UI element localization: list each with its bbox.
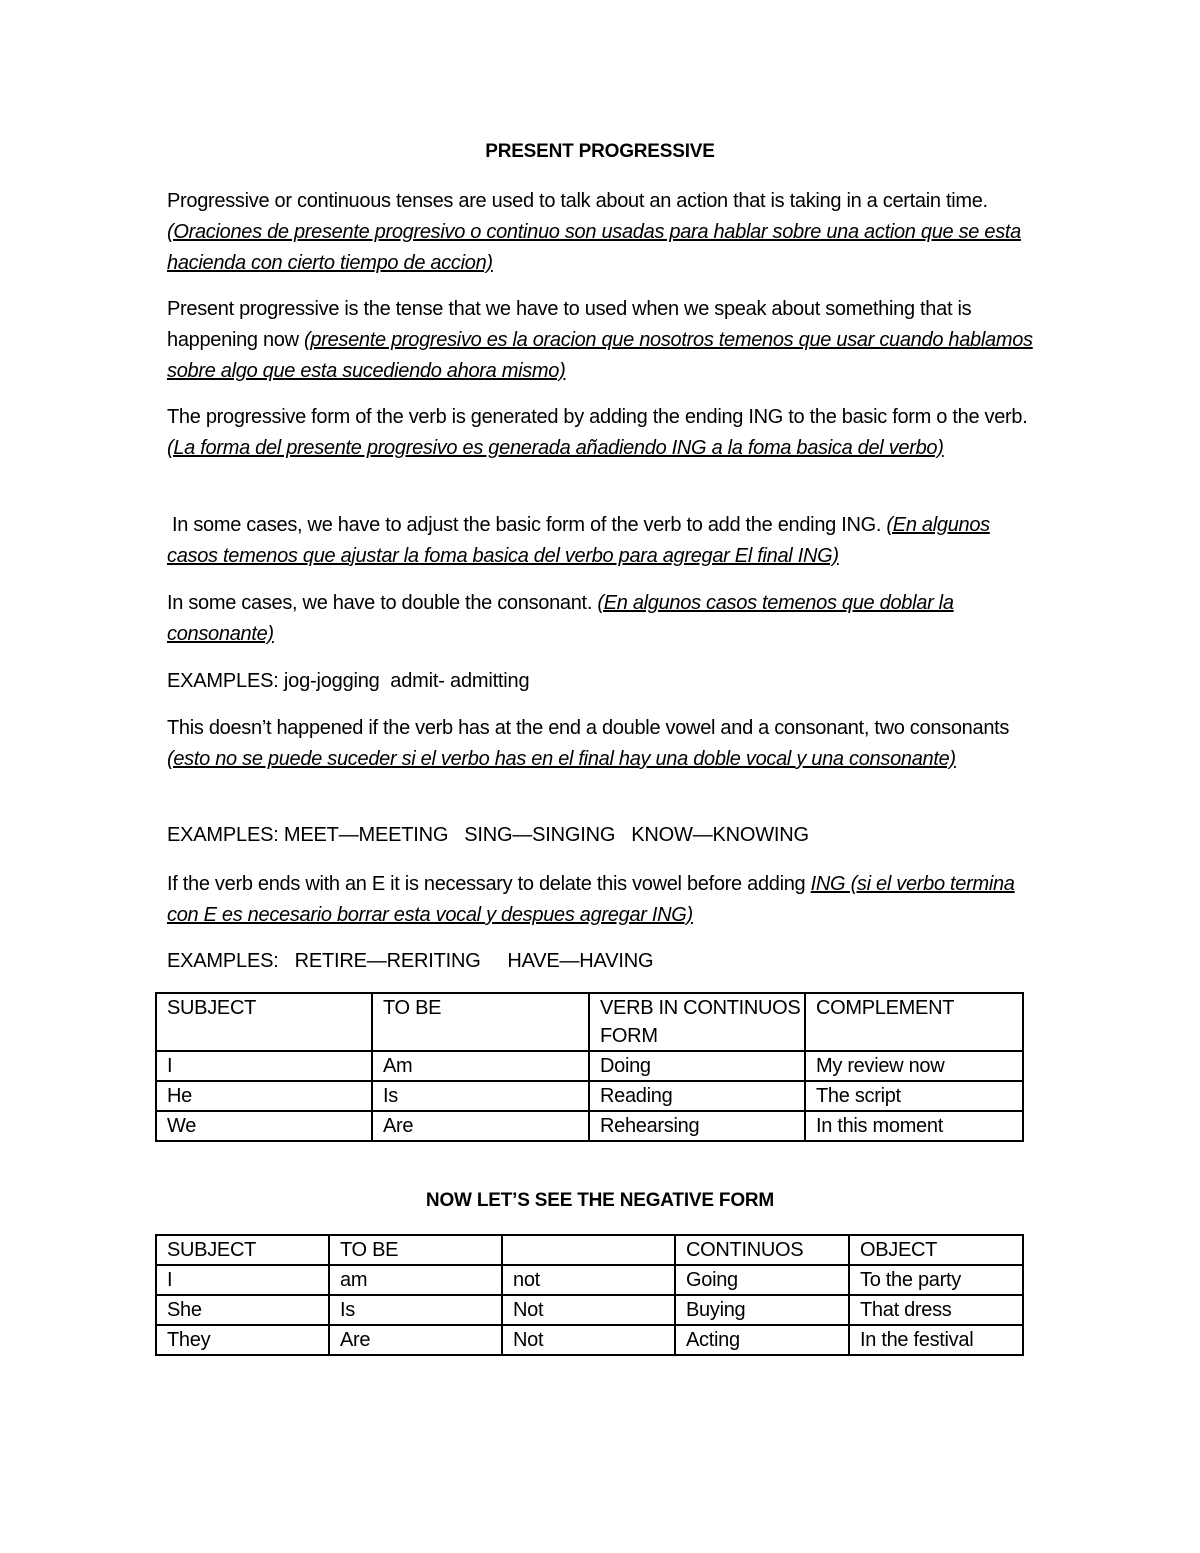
paragraph-definition (167, 186, 1037, 279)
table-cell: That dress (849, 1295, 1023, 1325)
paragraph-drop-e (167, 869, 1037, 931)
table-cell: Is (329, 1295, 502, 1325)
negative-form-heading: NOW LET’S SEE THE NEGATIVE FORM (425, 1190, 775, 1211)
paragraph-spanish-translation: (En algunos casos temenos que doblar la consonante) (167, 592, 954, 645)
paragraph-exception (167, 713, 1037, 775)
table-cell: Acting (675, 1325, 849, 1355)
page-title: PRESENT PROGRESSIVE (485, 141, 715, 162)
table-cell: To the party (849, 1265, 1023, 1295)
paragraph-spanish-translation: (Oraciones de presente progresivo o continuo son usadas para hablar sobre una action que se esta hacienda con cierto tiempo de accion) (167, 221, 1021, 274)
table-cell: Doing (589, 1051, 805, 1081)
table-header-row (156, 1235, 1023, 1265)
paragraph-english-text: In some cases, we have to double the consonant. (167, 592, 593, 614)
table-row (156, 1325, 1023, 1355)
paragraph-english-text: The progressive form of the verb is generated by adding the ending ING to the basic form o the verb. (167, 406, 1028, 428)
paragraph-ing-form (167, 402, 1037, 464)
table-row (156, 1081, 1023, 1111)
table-cell: They (156, 1325, 329, 1355)
paragraph-usage (167, 294, 1037, 387)
table-cell: In this moment (805, 1111, 1023, 1141)
paragraph-english-text: If the verb ends with an E it is necessary to delate this vowel before adding (167, 873, 806, 895)
table-cell: Not (502, 1325, 675, 1355)
affirmative-table (155, 992, 1024, 1142)
table-cell: We (156, 1111, 372, 1141)
table-cell: Reading (589, 1081, 805, 1111)
table-cell: not (502, 1265, 675, 1295)
table-header-cell: OBJECT (849, 1235, 1023, 1265)
table-header-cell: CONTINUOS (675, 1235, 849, 1265)
table-cell: The script (805, 1081, 1023, 1111)
paragraph-double-consonant (167, 588, 1037, 650)
examples-drop-e: EXAMPLES: RETIRE—RERITING HAVE—HAVING (167, 950, 654, 972)
table-row (156, 1295, 1023, 1325)
paragraph-spanish-translation: (presente progresivo es la oracion que nosotros temenos que usar cuando hablamos sobre algo que esta sucediendo ahora mismo) (167, 329, 1033, 382)
table-cell: Not (502, 1295, 675, 1325)
table-header-cell: SUBJECT (156, 1235, 329, 1265)
paragraph-adjust-form (167, 510, 1037, 572)
table-row (156, 1265, 1023, 1295)
table-header-cell: TO BE (372, 993, 589, 1051)
paragraph-spanish-translation: ING (si el verbo termina con E es necesario borrar esta vocal y despues agregar ING) (167, 873, 1015, 926)
table-cell: In the festival (849, 1325, 1023, 1355)
table-cell: Are (329, 1325, 502, 1355)
table-cell: Is (372, 1081, 589, 1111)
table-row (156, 1111, 1023, 1141)
paragraph-english-text: This doesn’t happened if the verb has at the end a double vowel and a consonant, two consonants (167, 717, 1010, 739)
table-cell: Buying (675, 1295, 849, 1325)
table-header-cell: SUBJECT (156, 993, 372, 1051)
table-cell: I (156, 1051, 372, 1081)
paragraph-spanish-translation: (En algunos casos temenos que ajustar la foma basica del verbo para agregar El final ING) (167, 514, 990, 567)
table-cell: am (329, 1265, 502, 1295)
table-cell: She (156, 1295, 329, 1325)
table-header-cell: COMPLEMENT (805, 993, 1023, 1051)
examples-exception: EXAMPLES: MEET—MEETING SING—SINGING KNOW—KNOWING (167, 824, 809, 846)
table-cell: My review now (805, 1051, 1023, 1081)
table-cell: Are (372, 1111, 589, 1141)
table-cell: I (156, 1265, 329, 1295)
table-cell: Rehearsing (589, 1111, 805, 1141)
examples-double-consonant: EXAMPLES: jog-jogging admit- admitting (167, 670, 530, 692)
table-cell: Am (372, 1051, 589, 1081)
table-header-row (156, 993, 1023, 1051)
table-header-cell: TO BE (329, 1235, 502, 1265)
paragraph-english-text: Progressive or continuous tenses are used to talk about an action that is taking in a certain time. (167, 190, 988, 212)
negative-table (155, 1234, 1024, 1356)
table-row (156, 1051, 1023, 1081)
table-cell: Going (675, 1265, 849, 1295)
table-cell: He (156, 1081, 372, 1111)
table-header-cell: VERB IN CONTINUOS FORM (589, 993, 805, 1051)
paragraph-spanish-translation: (La forma del presente progresivo es generada añadiendo ING a la foma basica del verbo) (167, 437, 944, 459)
paragraph-english-text: In some cases, we have to adjust the basic form of the verb to add the ending ING. (172, 514, 882, 536)
paragraph-spanish-translation: (esto no se puede suceder si el verbo has en el final hay una doble vocal y una consonante) (167, 748, 956, 770)
table-header-cell (502, 1235, 675, 1265)
paragraph-english-text: Present progressive is the tense that we have to used when we speak about something that is happening now (167, 298, 972, 351)
